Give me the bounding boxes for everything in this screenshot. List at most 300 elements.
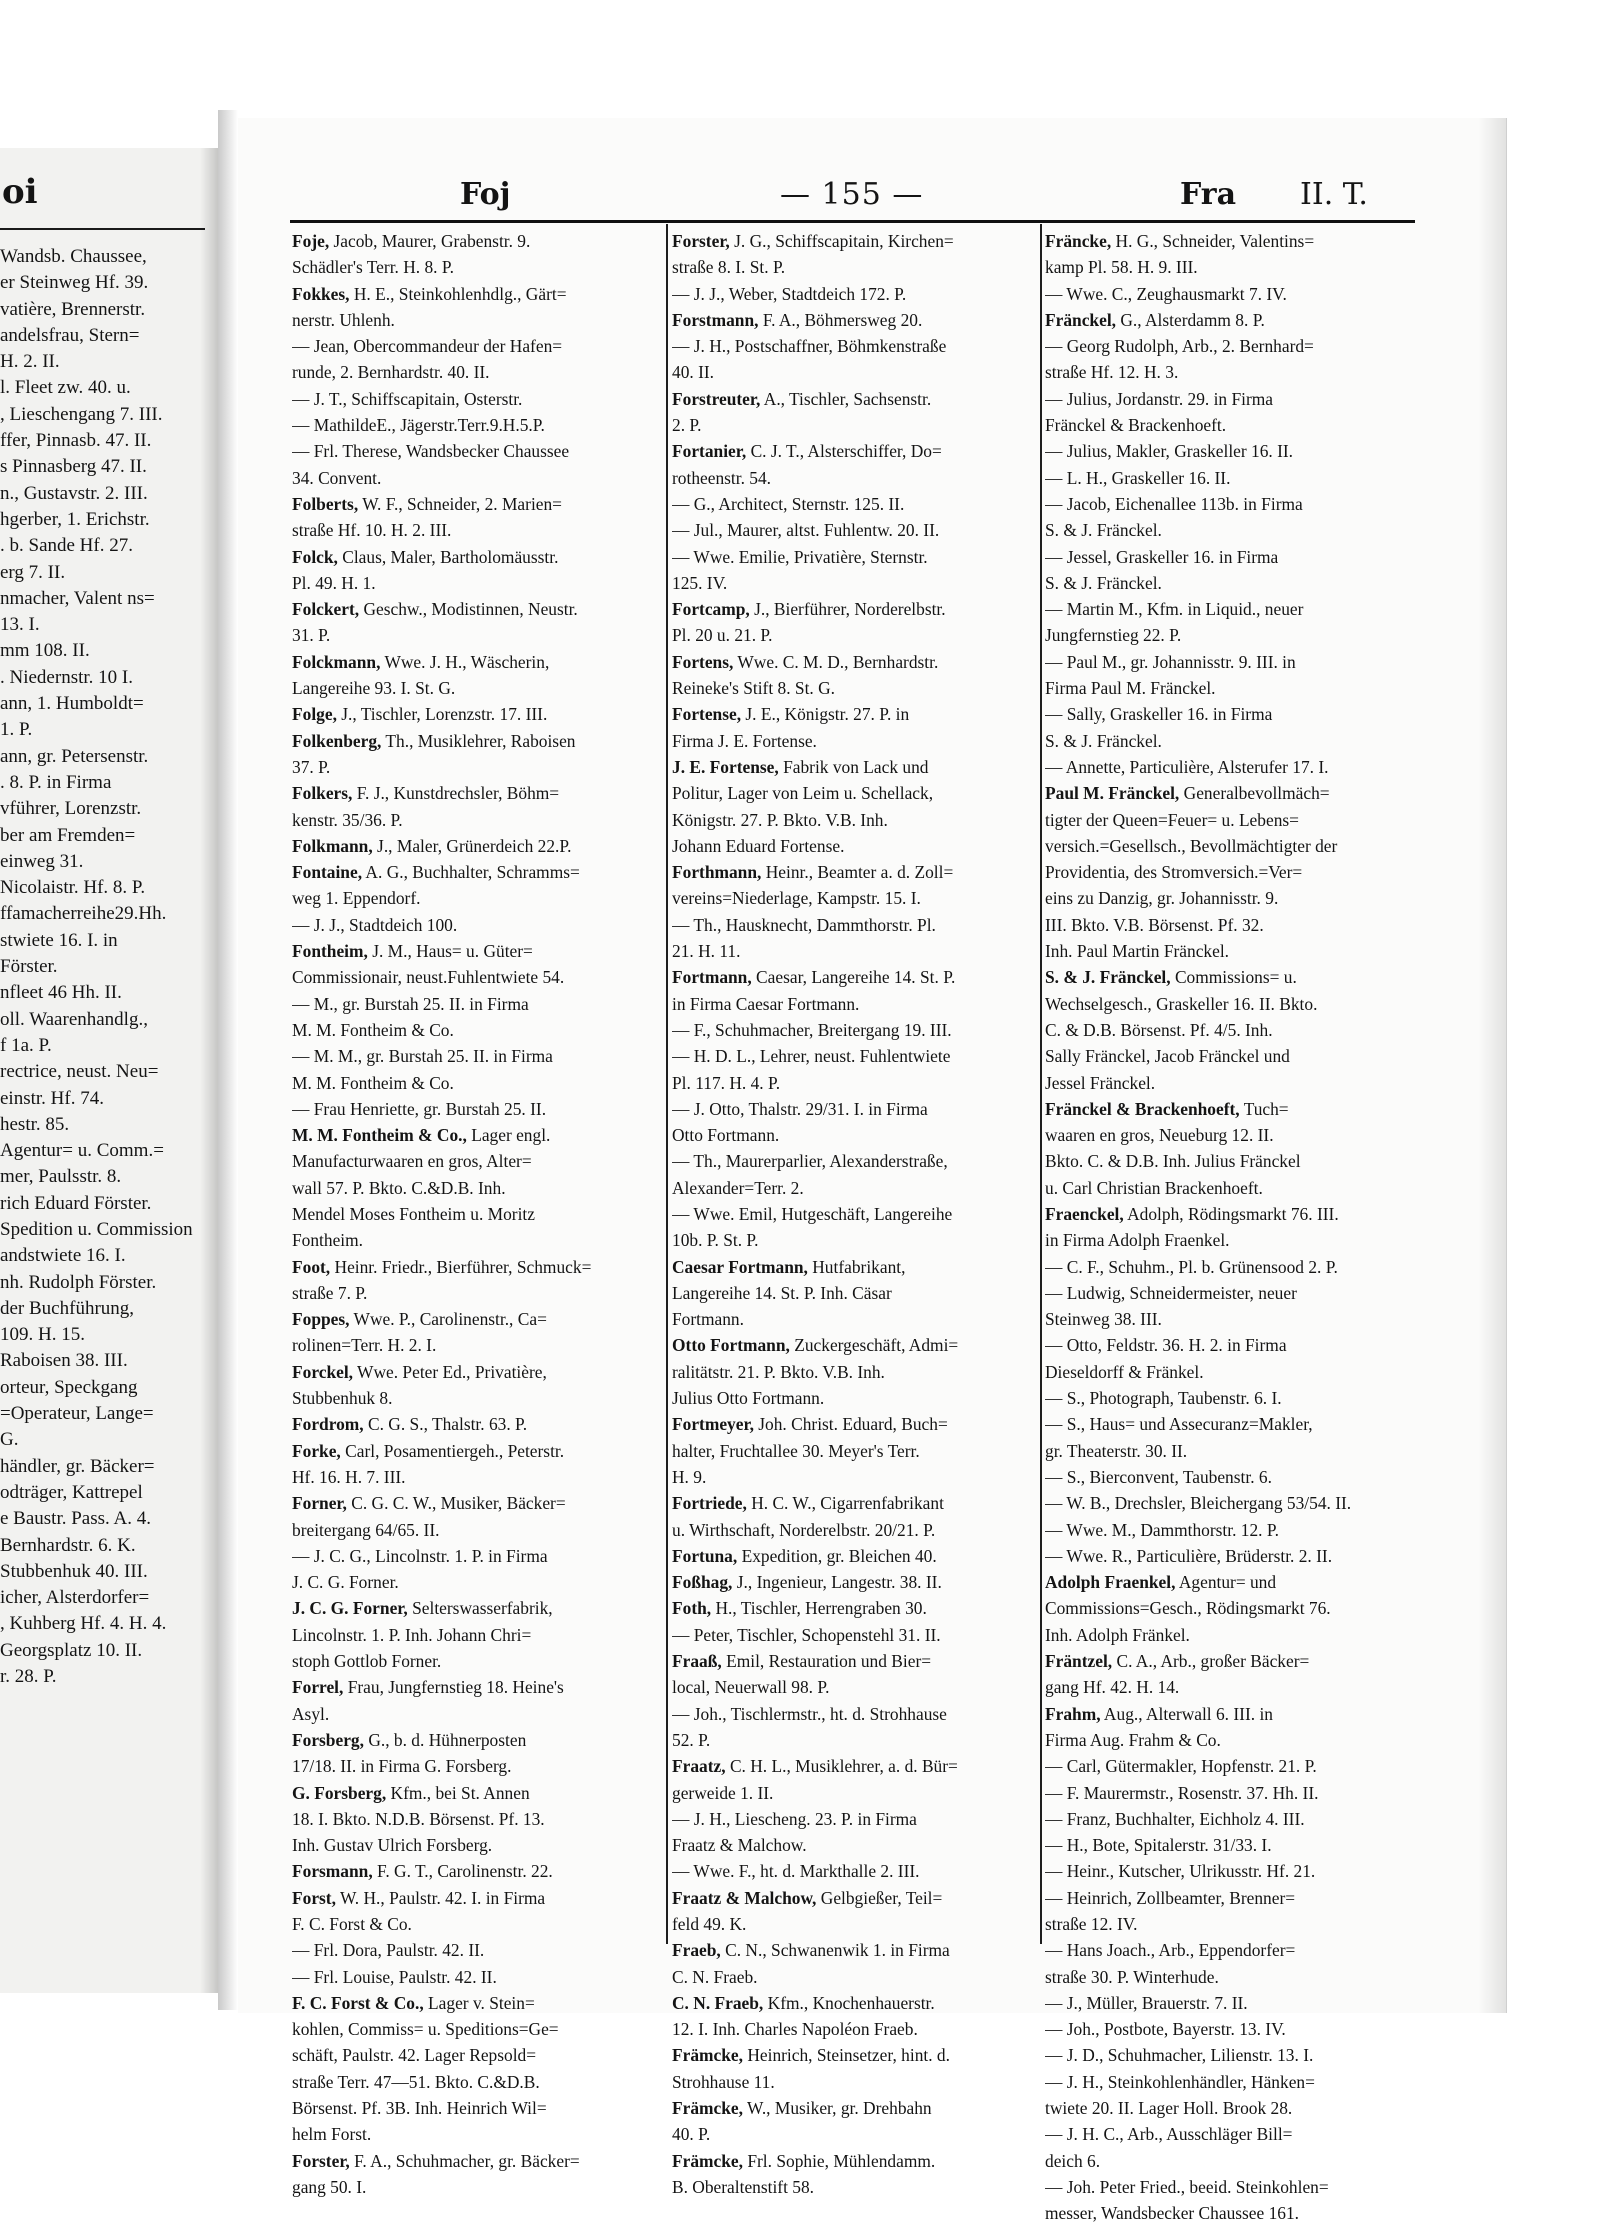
directory-line — [1045, 1674, 1415, 1700]
entry-text: 125. IV. — [672, 572, 728, 593]
entry-headword: S. & J. Fränckel, — [1045, 967, 1171, 988]
directory-line — [672, 1201, 1040, 1227]
previous-page-line: . b. Sande Hf. 27. — [0, 535, 133, 557]
previous-page-line: der Buchführung, — [0, 1297, 135, 1319]
directory-line — [1045, 1780, 1415, 1806]
directory-line — [672, 1385, 1040, 1411]
directory-line — [672, 991, 1040, 1017]
directory-line — [672, 2016, 1040, 2042]
directory-line — [292, 491, 662, 517]
directory-line — [1045, 1885, 1415, 1911]
entry-text: — F. Maurermstr., Rosenstr. 37. Hh. II. — [1045, 1782, 1319, 1803]
entry-headword: Forst, — [292, 1887, 336, 1908]
entry-headword: Fordrom, — [292, 1414, 364, 1435]
entry-text: — L. H., Graskeller 16. II. — [1045, 467, 1231, 488]
entry-text: Hutfabrikant, — [807, 1256, 906, 1277]
entry-text: 10b. P. St. P. — [672, 1230, 759, 1251]
entry-text: — Wwe. Emil, Hutgeschäft, Langereihe — [672, 1203, 953, 1224]
entry-text: — Otto, Feldstr. 36. H. 2. in Firma — [1045, 1335, 1287, 1356]
previous-page-line: , Lieschengang 7. III. — [0, 403, 163, 425]
directory-line — [672, 859, 1040, 885]
directory-line — [672, 517, 1040, 543]
directory-line — [292, 1911, 662, 1937]
entry-text: W. F., Schneider, 2. Marien= — [358, 493, 562, 514]
entry-headword: Främcke, — [672, 2098, 743, 2119]
entry-text: H. C. W., Cigarrenfabrikant — [746, 1493, 944, 1514]
entry-text: straße Hf. 12. H. 3. — [1045, 362, 1179, 383]
entry-text: J., Ingenieur, Langestr. 38. II. — [732, 1572, 942, 1593]
directory-line — [672, 622, 1040, 648]
directory-line — [1045, 1043, 1415, 1069]
directory-line — [672, 701, 1040, 727]
entry-text: Dieseldorff & Fränkel. — [1045, 1361, 1204, 1382]
entry-text: W., Musiker, gr. Drehbahn — [742, 2098, 932, 2119]
previous-page-line: . 8. P. in Firma — [0, 771, 112, 793]
directory-line — [1045, 1937, 1415, 1963]
entry-headword: Adolph Fraenkel, — [1045, 1572, 1176, 1593]
directory-line — [1045, 1227, 1415, 1253]
previous-page-line: icher, Alsterdorfer= — [0, 1587, 150, 1609]
entry-text: Lager engl. — [466, 1125, 551, 1146]
directory-line — [1045, 359, 1415, 385]
entry-text: Heinr., Beamter a. d. Zoll= — [761, 862, 954, 883]
directory-line — [292, 2148, 662, 2174]
directory-line — [672, 333, 1040, 359]
directory-line — [1045, 1175, 1415, 1201]
previous-page-line: hgerber, 1. Erichstr. — [0, 508, 150, 530]
directory-line — [672, 1964, 1040, 1990]
entry-headword: Folckert, — [292, 599, 360, 620]
directory-line — [292, 1359, 662, 1385]
entry-text: — Julius, Jordanstr. 29. in Firma — [1045, 388, 1274, 409]
entry-headword: Fränckel, — [1045, 309, 1116, 330]
entry-text: — Franz, Buchhalter, Eichholz 4. III. — [1045, 1808, 1305, 1829]
entry-text: G., Alsterdamm 8. P. — [1116, 309, 1265, 330]
entry-text: straße Terr. 47—51. Bkto. C.&D.B. — [292, 2071, 540, 2092]
directory-line — [292, 1227, 662, 1253]
previous-page-line: rich Eduard Förster. — [0, 1192, 152, 1214]
directory-line — [1045, 281, 1415, 307]
directory-line — [292, 1543, 662, 1569]
entry-text: — J. H., Liescheng. 23. P. in Firma — [672, 1808, 917, 1829]
directory-line — [672, 307, 1040, 333]
entry-text: Manufacturwaaren en gros, Alter= — [292, 1151, 532, 1172]
entry-text: Firma Paul M. Fränckel. — [1045, 678, 1216, 699]
directory-line — [292, 307, 662, 333]
directory-line — [1045, 1727, 1415, 1753]
directory-line — [672, 254, 1040, 280]
entry-text: S. & J. Fränckel. — [1045, 520, 1162, 541]
entry-text: Alexander=Terr. 2. — [672, 1177, 804, 1198]
directory-line — [292, 1858, 662, 1884]
entry-text: waaren en gros, Neueburg 12. II. — [1045, 1125, 1274, 1146]
entry-text: F. G. T., Carolinenstr. 22. — [372, 1861, 553, 1882]
directory-line — [1045, 991, 1415, 1017]
directory-line — [1045, 1332, 1415, 1358]
entry-text: C. A., Arb., großer Bäcker= — [1112, 1651, 1310, 1672]
entry-text: Lager v. Stein= — [423, 1992, 535, 2013]
directory-line — [672, 1122, 1040, 1148]
entry-text: — Wwe. R., Particulière, Brüderstr. 2. II. — [1045, 1545, 1333, 1566]
directory-line — [292, 1622, 662, 1648]
previous-page-line: ann, gr. Petersenstr. — [0, 745, 149, 767]
directory-line — [292, 465, 662, 491]
directory-line — [1045, 2042, 1415, 2068]
directory-line — [1045, 807, 1415, 833]
entry-text: — Martin M., Kfm. in Liquid., neuer — [1045, 599, 1304, 620]
entry-text: — Frl. Louise, Paulstr. 42. II. — [292, 1966, 497, 1987]
directory-line — [1045, 1911, 1415, 1937]
entry-text: C. G. S., Thalstr. 63. P. — [363, 1414, 528, 1435]
directory-line — [292, 622, 662, 648]
entry-text: versich.=Gesellsch., Bevollmächtigter der — [1045, 835, 1338, 856]
entry-text: rotheenstr. 54. — [672, 467, 772, 488]
entry-text: Firma Aug. Frahm & Co. — [1045, 1729, 1221, 1750]
directory-line — [292, 1727, 662, 1753]
directory-line — [1045, 1411, 1415, 1437]
directory-line — [672, 1359, 1040, 1385]
entry-text: Schädler's Terr. H. 8. P. — [292, 257, 454, 278]
directory-line — [1045, 333, 1415, 359]
directory-line — [292, 833, 662, 859]
directory-line — [672, 1070, 1040, 1096]
entry-text: — Frl. Therese, Wandsbecker Chaussee — [292, 441, 570, 462]
directory-line — [1045, 1148, 1415, 1174]
entry-text: — J. H., Postschaffner, Böhmkenstraße — [672, 336, 947, 357]
previous-page-line: händler, gr. Bäcker= — [0, 1455, 155, 1477]
previous-page-line: Georgsplatz 10. II. — [0, 1639, 143, 1661]
directory-line — [672, 1227, 1040, 1253]
entry-text: Heinrich, Steinsetzer, hint. d. — [742, 2045, 950, 2066]
previous-page-line: einweg 31. — [0, 850, 84, 872]
directory-line — [672, 465, 1040, 491]
entry-text: 31. P. — [292, 625, 331, 646]
directory-line — [292, 701, 662, 727]
entry-text: Wwe. Peter Ed., Privatière, — [353, 1361, 547, 1382]
entry-text: — Jean, Obercommandeur der Hafen= — [292, 336, 563, 357]
previous-page-line: mer, Paulsstr. 8. — [0, 1166, 122, 1188]
entry-text: Tuch= — [1239, 1098, 1289, 1119]
directory-line — [672, 2121, 1040, 2147]
entry-text: Gelbgießer, Teil= — [816, 1887, 943, 1908]
directory-line — [292, 1595, 662, 1621]
previous-page-line: Bernhardstr. 6. K. — [0, 1534, 136, 1556]
entry-text: C. J. T., Alsterschiffer, Do= — [746, 441, 942, 462]
entry-text: — Wwe. M., Dammthorstr. 12. P. — [1045, 1519, 1279, 1540]
entry-text: — Heinrich, Zollbeamter, Brenner= — [1045, 1887, 1296, 1908]
page-edge-shadow — [1478, 118, 1506, 2013]
directory-line — [1045, 1438, 1415, 1464]
entry-text: — Paul M., gr. Johannisstr. 9. III. in — [1045, 651, 1296, 672]
entry-text: — S., Photograph, Taubenstr. 6. I. — [1045, 1388, 1282, 1409]
entry-text: straße Hf. 10. H. 2. III. — [292, 520, 452, 541]
entry-text: — Wwe. Emilie, Privatière, Sternstr. — [672, 546, 928, 567]
directory-line — [1045, 1254, 1415, 1280]
directory-line — [1045, 1017, 1415, 1043]
header-rule — [290, 220, 1415, 223]
entry-text: — F., Schuhmacher, Breitergang 19. III. — [672, 1019, 952, 1040]
entry-text: — Frl. Dora, Paulstr. 42. II. — [292, 1940, 485, 1961]
entry-text: Th., Musiklehrer, Raboisen — [381, 730, 576, 751]
entry-text: 2. P. — [672, 415, 702, 436]
entry-text: Generalbevollmäch= — [1179, 783, 1330, 804]
directory-line — [1045, 465, 1415, 491]
entry-text: J. E., Königstr. 27. P. in — [741, 704, 910, 725]
entry-headword: M. M. Fontheim & Co., — [292, 1125, 467, 1146]
directory-line — [292, 1148, 662, 1174]
directory-line — [672, 938, 1040, 964]
entry-text: feld 49. K. — [672, 1914, 747, 1934]
entry-text: G., b. d. Hühnerposten — [363, 1729, 527, 1750]
directory-line — [292, 1569, 662, 1595]
directory-line — [292, 544, 662, 570]
entry-headword: Folberts, — [292, 493, 359, 514]
column-divider-2 — [1040, 224, 1042, 1944]
directory-line — [672, 1438, 1040, 1464]
previous-page-line: hestr. 85. — [0, 1113, 70, 1135]
entry-text: — J. J., Stadtdeich 100. — [292, 914, 458, 935]
entry-text: — Wwe. C., Zeughausmarkt 7. IV. — [1045, 283, 1287, 304]
entry-text: C. G. C. W., Musiker, Bäcker= — [346, 1493, 566, 1514]
entry-text: A., Tischler, Sachsenstr. — [760, 388, 932, 409]
directory-line — [672, 596, 1040, 622]
directory-line — [1045, 912, 1415, 938]
entry-text: — Hans Joach., Arb., Eppendorfer= — [1045, 1940, 1296, 1961]
entry-text: Reineke's Stift 8. St. G. — [672, 678, 836, 699]
directory-line — [292, 1332, 662, 1358]
entry-text: S. & J. Fränckel. — [1045, 572, 1162, 593]
entry-text: — Joh., Postbote, Bayerstr. 13. IV. — [1045, 2019, 1286, 2040]
entry-text: Frau, Jungfernstieg 18. Heine's — [343, 1677, 564, 1698]
directory-line — [292, 438, 662, 464]
previous-page-line: . Niedernstr. 10 I. — [0, 666, 133, 688]
directory-line — [292, 1175, 662, 1201]
previous-page-line: andstwiete 16. I. — [0, 1245, 126, 1267]
directory-line — [1045, 2200, 1415, 2226]
entry-text: 40. II. — [672, 362, 715, 383]
entry-text: — W. B., Drechsler, Bleichergang 53/54. II. — [1045, 1493, 1352, 1514]
directory-line — [672, 1832, 1040, 1858]
entry-text: — J. H., Steinkohlenhändler, Hänken= — [1045, 2071, 1315, 2092]
previous-page-line: Raboisen 38. III. — [0, 1350, 128, 1372]
directory-line — [292, 807, 662, 833]
directory-line — [1045, 1070, 1415, 1096]
directory-line — [292, 1937, 662, 1963]
entry-headword: Folge, — [292, 704, 337, 725]
directory-line — [1045, 596, 1415, 622]
directory-line — [672, 1280, 1040, 1306]
entry-text: local, Neuerwall 98. P. — [672, 1677, 830, 1698]
directory-line — [1045, 544, 1415, 570]
previous-page-line: mm 108. II. — [0, 640, 90, 662]
entry-text: — J. C. G., Lincolnstr. 1. P. in Firma — [292, 1545, 548, 1566]
directory-line — [672, 885, 1040, 911]
directory-line — [292, 1306, 662, 1332]
entry-text: — J. T., Schiffscapitain, Osterstr. — [292, 388, 523, 409]
directory-line — [292, 675, 662, 701]
entry-text: J., Tischler, Lorenzstr. 17. III. — [336, 704, 548, 725]
entry-text: Jessel Fränckel. — [1045, 1072, 1156, 1093]
directory-line — [1045, 517, 1415, 543]
header-part-label: II. T. — [1300, 177, 1368, 212]
directory-line — [672, 1990, 1040, 2016]
entry-headword: Fokkes, — [292, 283, 350, 304]
entry-text: — J. D., Schuhmacher, Lilienstr. 13. I. — [1045, 2045, 1314, 2066]
directory-line — [1045, 1832, 1415, 1858]
directory-line — [292, 885, 662, 911]
directory-line — [292, 412, 662, 438]
directory-line — [672, 1148, 1040, 1174]
entry-headword: Forner, — [292, 1493, 347, 1514]
entry-text: vereins=Niederlage, Kampstr. 15. I. — [672, 888, 921, 909]
entry-text: Caesar, Langereihe 14. St. P. — [751, 967, 956, 988]
entry-text: Heinr. Friedr., Bierführer, Schmuck= — [330, 1256, 592, 1277]
entry-text: Stubbenhuk 8. — [292, 1388, 393, 1409]
entry-text: — Jessel, Graskeller 16. in Firma — [1045, 546, 1279, 567]
book-gutter — [218, 110, 238, 2010]
directory-line — [672, 228, 1040, 254]
directory-line — [1045, 1517, 1415, 1543]
directory-line — [1045, 412, 1415, 438]
entry-headword: Fontaine, — [292, 862, 363, 883]
entry-text: 17/18. II. in Firma G. Forsberg. — [292, 1756, 512, 1777]
directory-line — [292, 1780, 662, 1806]
previous-page-line: H. 2. II. — [0, 351, 60, 373]
entry-text: 12. I. Inh. Charles Napoléon Fraeb. — [672, 2019, 918, 2040]
previous-page-line: orteur, Speckgang — [0, 1376, 138, 1398]
directory-line — [672, 1727, 1040, 1753]
column-divider-1 — [666, 224, 668, 1944]
entry-text: gr. Theaterstr. 30. II. — [1045, 1440, 1188, 1461]
entry-text: — Th., Maurerparlier, Alexanderstraße, — [672, 1151, 948, 1172]
column-3 — [1045, 228, 1415, 2227]
entry-headword: J. C. G. Forner, — [292, 1598, 408, 1619]
previous-page-line: 1. P. — [0, 719, 33, 741]
directory-line — [672, 912, 1040, 938]
entry-text: rolinen=Terr. H. 2. I. — [292, 1335, 437, 1356]
entry-headword: J. E. Fortense, — [672, 756, 779, 777]
directory-line — [1045, 254, 1415, 280]
directory-line — [292, 1096, 662, 1122]
entry-text: nerstr. Uhlenh. — [292, 309, 395, 330]
directory-line — [672, 1858, 1040, 1884]
directory-line — [1045, 1543, 1415, 1569]
entry-text: halter, Fruchtallee 30. Meyer's Terr. — [672, 1440, 920, 1461]
entry-text: C. N., Schwanenwik 1. in Firma — [720, 1940, 950, 1961]
previous-page-line: vführer, Lorenzstr. — [0, 798, 142, 820]
entry-text: Mendel Moses Fontheim u. Moritz — [292, 1203, 535, 1224]
directory-line — [672, 1254, 1040, 1280]
entry-text: Commissionair, neust.Fuhlentwiete 54. — [292, 967, 565, 988]
directory-line — [672, 675, 1040, 701]
entry-text: Julius Otto Fortmann. — [672, 1388, 825, 1409]
previous-page-line: ffer, Pinnasb. 47. II. — [0, 430, 152, 452]
previous-page-line: Agentur= u. Comm.= — [0, 1140, 164, 1162]
entry-headword: Folck, — [292, 546, 338, 567]
directory-line — [292, 1280, 662, 1306]
entry-text: — Jul., Maurer, altst. Fuhlentw. 20. II. — [672, 520, 940, 541]
entry-text: in Firma Adolph Fraenkel. — [1045, 1230, 1230, 1251]
previous-page-line: ber am Fremden= — [0, 824, 136, 846]
entry-headword: Fraatz, — [672, 1756, 726, 1777]
entry-headword: Fortens, — [672, 651, 734, 672]
directory-line — [292, 1438, 662, 1464]
directory-line — [292, 2121, 662, 2147]
directory-line — [292, 2016, 662, 2042]
previous-page-line: Spedition u. Commission — [0, 1218, 193, 1240]
entry-text: J. G., Schiffscapitain, Kirchen= — [729, 231, 954, 251]
entry-text: breitergang 64/65. II. — [292, 1519, 440, 1540]
previous-page-line: n., Gustavstr. 2. III. — [0, 482, 148, 504]
entry-text: Wwe. P., Carolinenstr., Ca= — [349, 1309, 547, 1330]
entry-headword: Forsberg, — [292, 1729, 364, 1750]
directory-line — [1045, 938, 1415, 964]
entry-text: Adolph, Rödingsmarkt 76. III. — [1123, 1203, 1339, 1224]
directory-line — [292, 2095, 662, 2121]
directory-line — [672, 754, 1040, 780]
previous-page-line: f 1a. P. — [0, 1034, 52, 1056]
entry-text: Providentia, des Stromversich.=Ver= — [1045, 862, 1303, 883]
entry-text: weg 1. Eppendorf. — [292, 888, 421, 909]
directory-line — [672, 491, 1040, 517]
directory-line — [292, 1990, 662, 2016]
directory-line — [672, 1569, 1040, 1595]
directory-line — [672, 780, 1040, 806]
previous-page-line: 109. H. 15. — [0, 1324, 85, 1346]
directory-line — [1045, 1990, 1415, 2016]
entry-headword: Folkers, — [292, 783, 353, 804]
previous-page-rule — [0, 228, 205, 230]
entry-headword: Forckel, — [292, 1361, 354, 1382]
entry-text: Expedition, gr. Bleichen 40. — [737, 1545, 937, 1566]
entry-headword: Folkmann, — [292, 835, 373, 856]
entry-text: straße 30. P. Winterhude. — [1045, 1966, 1219, 1987]
entry-text: F. A., Böhmersweg 20. — [758, 309, 923, 330]
directory-line — [292, 517, 662, 543]
directory-line — [292, 1464, 662, 1490]
entry-text: 37. P. — [292, 756, 331, 777]
entry-headword: Fortriede, — [672, 1493, 747, 1514]
directory-line — [292, 1806, 662, 1832]
entry-text: Fortmann. — [672, 1309, 744, 1330]
previous-page-line: e Baustr. Pass. A. 4. — [0, 1508, 151, 1530]
entry-text: Kfm., Knochenhauerstr. — [763, 1992, 935, 2013]
entry-headword: Forrel, — [292, 1677, 344, 1698]
entry-text: H. E., Steinkohlenhdlg., Gärt= — [349, 283, 567, 304]
entry-headword: Foot, — [292, 1256, 331, 1277]
entry-text: — J. H. C., Arb., Ausschläger Bill= — [1045, 2124, 1293, 2145]
previous-page-line: r. 28. P. — [0, 1666, 57, 1688]
directory-line — [1045, 228, 1415, 254]
entry-text: C. & D.B. Börsenst. Pf. 4/5. Inh. — [1045, 1019, 1273, 1040]
directory-line — [1045, 1306, 1415, 1332]
directory-line — [672, 1885, 1040, 1911]
directory-line — [1045, 386, 1415, 412]
entry-text: Fränckel & Brackenhoeft. — [1045, 415, 1227, 436]
entry-text: — J. Otto, Thalstr. 29/31. I. in Firma — [672, 1098, 928, 1119]
directory-line — [1045, 833, 1415, 859]
directory-line — [292, 912, 662, 938]
directory-line — [672, 1701, 1040, 1727]
directory-line — [292, 1201, 662, 1227]
entry-text: C. N. Fraeb. — [672, 1966, 758, 1987]
directory-line — [292, 1254, 662, 1280]
entry-text: — S., Haus= und Assecuranz=Makler, — [1045, 1414, 1313, 1435]
previous-page-line: stwiete 16. I. in — [0, 929, 118, 951]
previous-page-line: nh. Rudolph Förster. — [0, 1271, 157, 1293]
directory-line — [292, 1517, 662, 1543]
directory-line — [292, 859, 662, 885]
